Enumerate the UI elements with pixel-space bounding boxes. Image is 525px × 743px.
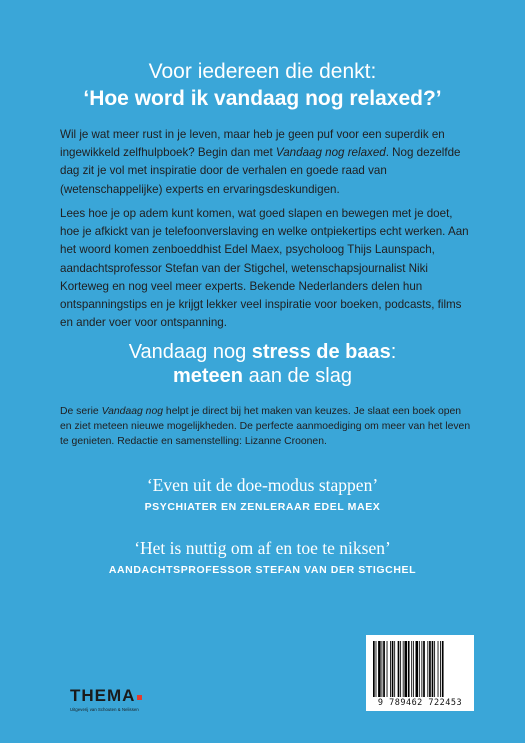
barcode-bar bbox=[413, 641, 414, 697]
barcode-bars bbox=[372, 641, 468, 697]
logo-dot-icon bbox=[137, 695, 142, 700]
book-title-italic: Vandaag nog relaxed bbox=[275, 146, 386, 160]
barcode-bar bbox=[423, 641, 425, 697]
barcode-bar bbox=[392, 641, 394, 697]
series-paragraph bbox=[60, 404, 472, 449]
subheading-line-2 bbox=[0, 364, 525, 388]
series-name-italic: Vandaag nog bbox=[101, 406, 164, 417]
subheading-part-1: Vandaag nog bbox=[128, 341, 252, 363]
quote-text-1: ‘Even uit de doe-modus stappen’ bbox=[146, 475, 379, 495]
barcode-bar bbox=[378, 641, 381, 697]
barcode-bar bbox=[376, 641, 377, 697]
barcode-bar bbox=[400, 641, 401, 697]
barcode-bar bbox=[403, 641, 404, 697]
barcode-bar bbox=[373, 641, 375, 697]
barcode-bar bbox=[416, 641, 419, 697]
barcode-bar bbox=[434, 641, 435, 697]
publisher-tagline: Uitgeverij van Schouten & Nelissen bbox=[70, 707, 139, 712]
series-text-b: helpt je direct bij het maken van keuzes. Je slaat een boek open en ziet meteen nieuwe mogelijkheden. De perfecte aanmoediging om meer van het leven te genieten. Redactie en samenstelling: Lizanne Croonen. bbox=[60, 406, 471, 447]
body-paragraph: Lees hoe je op adem kunt komen, wat goed slapen en bewegen met je doet, hoe je afkickt van je telefoonverslaving en welke ontpiekertips echt werken. Aan het woord komen zenboeddhist Edel Maex, psycholoog Thijs Launspach, aandachtsprofessor Stefan van der Stigchel, wetenschapsjournalist Niki Korteweg en nog veel meer experts. Bekende Nederlanders delen hun ontspanningstips en je krijgt lekker veel inspiratie voor boeken, podcasts, films en ander voer voor ontspanning. bbox=[60, 207, 469, 330]
publisher-logo bbox=[70, 686, 142, 712]
barcode-bar bbox=[394, 641, 395, 697]
barcode-bar bbox=[438, 641, 439, 697]
quote-author-2: AANDACHTSPROFESSOR STEFAN VAN DER STIGCHEL bbox=[108, 564, 417, 576]
quote-block-2 bbox=[0, 537, 525, 576]
barcode-bar bbox=[408, 641, 410, 697]
barcode-bar bbox=[429, 641, 431, 697]
barcode-bar bbox=[387, 641, 388, 697]
subheading-part-4: meteen bbox=[172, 365, 244, 387]
subheading-line-1 bbox=[0, 340, 525, 364]
intro-paragraph bbox=[60, 126, 472, 199]
quote-block-1 bbox=[0, 474, 525, 513]
barcode-bar bbox=[442, 641, 444, 697]
subheading-part-5: aan de slag bbox=[243, 365, 352, 387]
barcode-bar bbox=[390, 641, 391, 697]
barcode-bar bbox=[411, 641, 412, 697]
subheading-part-3: : bbox=[390, 341, 397, 363]
headline-line-1: Voor iedereen die denkt: bbox=[148, 60, 377, 83]
barcode-bar bbox=[419, 641, 420, 697]
barcode-bar bbox=[421, 641, 422, 697]
barcode-bar bbox=[398, 641, 400, 697]
intro-text-a: Wil je wat meer rust in je leven, maar heb je geen puf voor een superdik en ingewikkeld zelfhulpboek? Begin dan met bbox=[60, 128, 445, 160]
barcode-bar bbox=[427, 641, 428, 697]
barcode-bar bbox=[383, 641, 385, 697]
series-text-a: De serie bbox=[60, 406, 102, 417]
barcode-bar bbox=[404, 641, 407, 697]
barcode-bar bbox=[382, 641, 383, 697]
isbn-number: 9 789462 722453 bbox=[377, 698, 463, 708]
barcode bbox=[366, 635, 474, 711]
quote-text-2: ‘Het is nuttig om af en toe te niksen’ bbox=[134, 538, 391, 558]
barcode-bar bbox=[440, 641, 441, 697]
publisher-name: THEMA bbox=[70, 686, 136, 705]
subheading bbox=[0, 340, 525, 388]
barcode-bar bbox=[432, 641, 434, 697]
intro-text-b: . Nog dezelfde dag zit je vol met inspiratie door de verhalen en goede raad van (wetenschappelijke) experts en ervaringsdeskundigen. bbox=[60, 146, 461, 196]
subheading-part-2: stress de baas bbox=[251, 341, 391, 363]
quote-author-1: PSYCHIATER EN ZENLERAAR EDEL MAEX bbox=[144, 501, 381, 513]
headline bbox=[0, 58, 525, 112]
headline-line-2: ‘Hoe word ik vandaag nog relaxed?’ bbox=[83, 87, 442, 110]
